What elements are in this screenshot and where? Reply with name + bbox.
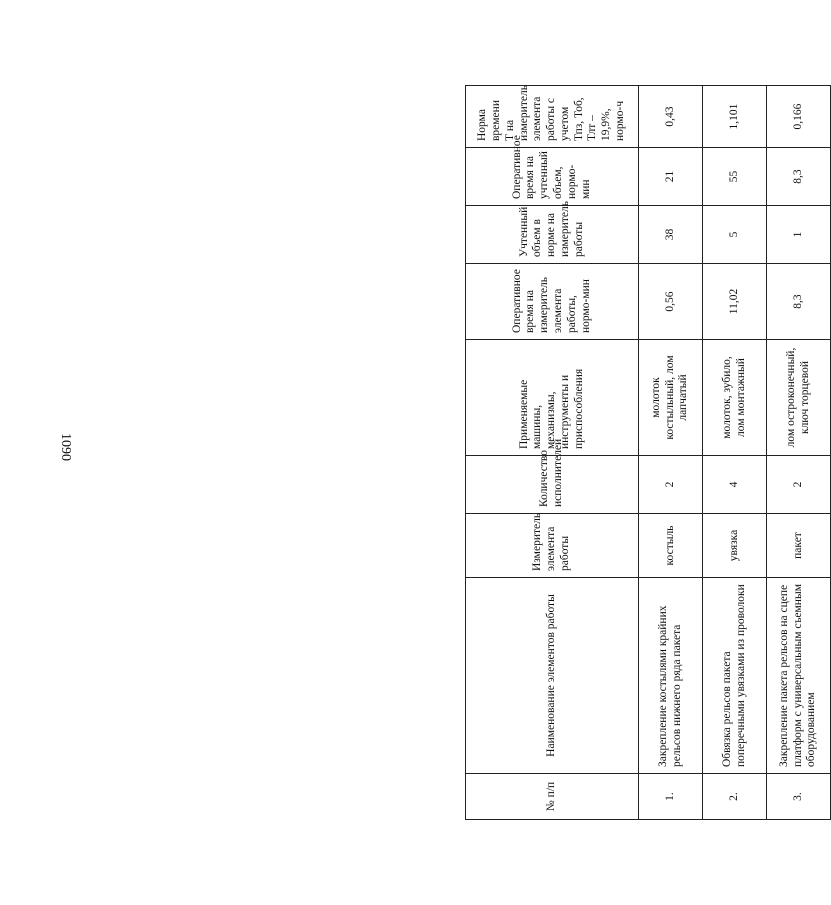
cell-meter: пакет	[767, 514, 831, 578]
cell-op-time: 8,3	[767, 264, 831, 340]
table-row	[767, 86, 831, 820]
cell-workers: 4	[703, 456, 767, 514]
cell-norm: 1,101	[703, 86, 767, 148]
table-header-row	[466, 86, 639, 820]
cell-op-time-volume: 21	[639, 148, 703, 206]
header-volume: Учтенный объем в норме на измеритель работы	[466, 206, 639, 264]
cell-op-time: 0,56	[639, 264, 703, 340]
cell-op-time: 11,02	[703, 264, 767, 340]
header-op-time: Оперативное время на измеритель элемента работы, нормо-мин	[466, 264, 639, 340]
cell-workers: 2	[639, 456, 703, 514]
header-op-time-volume: Оперативное время на учтенный объем, нормо-мин	[466, 148, 639, 206]
cell-num: 3.	[767, 774, 831, 820]
cell-num: 2.	[703, 774, 767, 820]
cell-tools: лом остроконечный, ключ торцевой	[767, 340, 831, 456]
page-number: 1090	[58, 433, 73, 461]
cell-op-time-volume: 55	[703, 148, 767, 206]
table-row	[639, 86, 703, 820]
header-workers: Количество исполнителей	[466, 456, 639, 514]
cell-norm: 0,166	[767, 86, 831, 148]
header-tools: Применяемые машины, механизмы, инструменты и приспособления	[466, 340, 639, 456]
cell-name: Закрепление пакета рельсов на сцепе платформ с универсальным съемным оборудованием	[767, 578, 831, 774]
cell-norm: 0,43	[639, 86, 703, 148]
cell-num: 1.	[639, 774, 703, 820]
header-norm: Норма времени Т на измеритель элемента работы с учетом Тпз, Тоб, Тлт – 19,9%, нормо-ч	[466, 86, 639, 148]
cell-meter: костыль	[639, 514, 703, 578]
cell-name: Обвязка рельсов пакета поперечными увязками из проволоки	[703, 578, 767, 774]
cell-volume: 38	[639, 206, 703, 264]
cell-name: Закрепление костылями крайних рельсов нижнего ряда пакета	[639, 578, 703, 774]
norms-table-area	[99, 85, 818, 820]
norms-table-rotated	[465, 86, 831, 820]
norms-table	[465, 85, 831, 820]
header-num: № п/п	[466, 774, 639, 820]
cell-workers: 2	[767, 456, 831, 514]
cell-volume: 1	[767, 206, 831, 264]
cell-op-time-volume: 8,3	[767, 148, 831, 206]
cell-volume: 5	[703, 206, 767, 264]
cell-tools: молоток, зубило, лом монтажный	[703, 340, 767, 456]
header-name: Наименование элементов работы	[466, 578, 639, 774]
cell-meter: увязка	[703, 514, 767, 578]
cell-tools: молоток костыльный, лом лапчатый	[639, 340, 703, 456]
table-row	[703, 86, 767, 820]
header-meter: Измеритель элемента работы	[466, 514, 639, 578]
